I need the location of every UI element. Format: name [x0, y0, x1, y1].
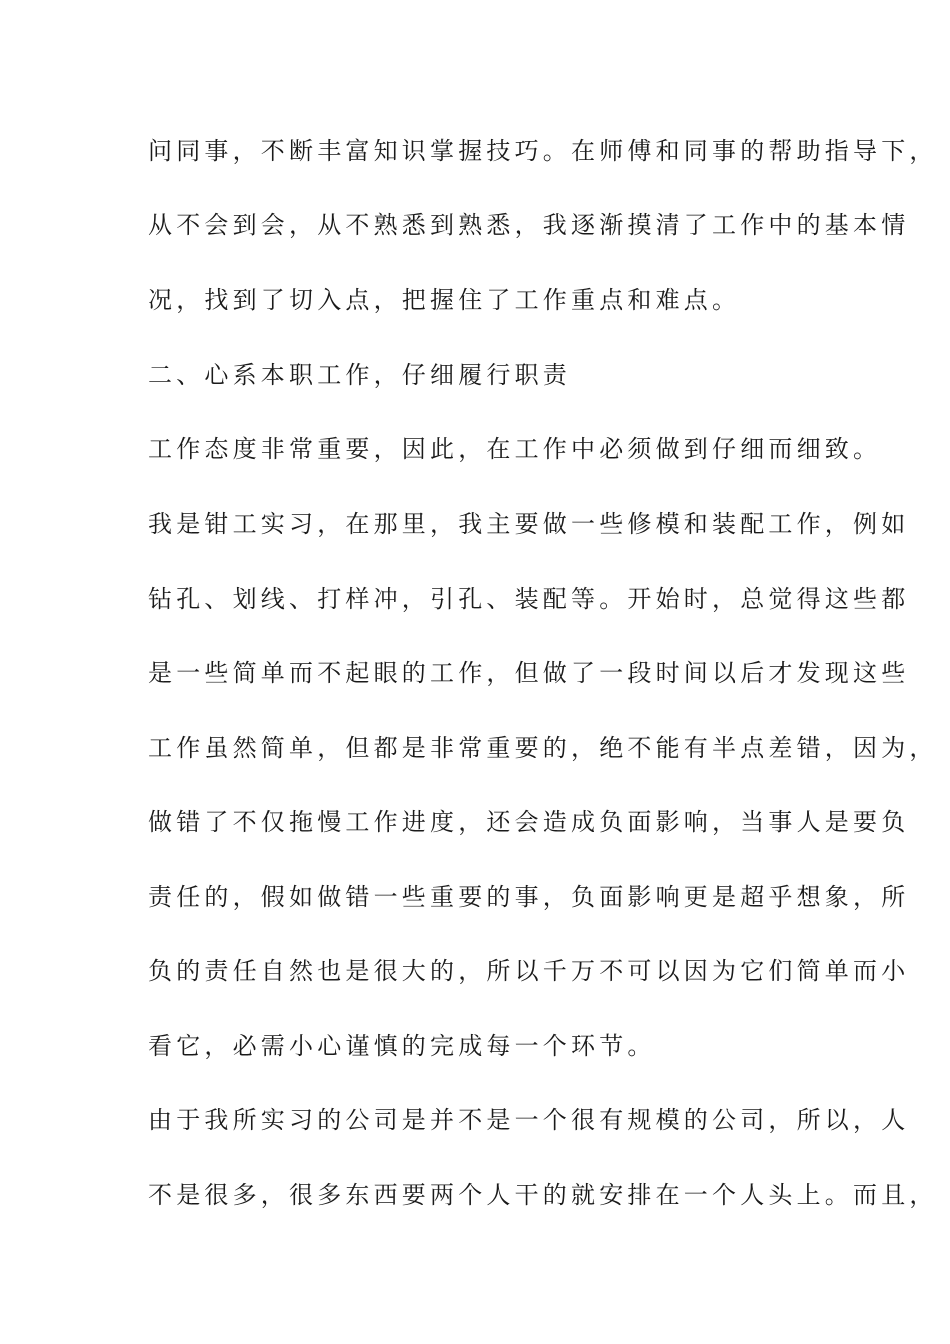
text-line: 责任的，假如做错一些重要的事，负面影响更是超乎想象，所 — [148, 883, 910, 911]
text-line: 况，找到了切入点，把握住了工作重点和难点。 — [148, 286, 741, 314]
text-line: 工作虽然简单，但都是非常重要的，绝不能有半点差错，因为， — [148, 734, 938, 762]
section-heading: 二、心系本职工作，仔细履行职责 — [148, 361, 571, 389]
text-line: 钻孔、划线、打样冲，引孔、装配等。开始时，总觉得这些都 — [148, 585, 910, 613]
text-line: 做错了不仅拖慢工作进度，还会造成负面影响，当事人是要负 — [148, 808, 910, 836]
text-line: 是一些简单而不起眼的工作，但做了一段时间以后才发现这些 — [148, 659, 910, 687]
text-line: 看它，必需小心谨慎的完成每一个环节。 — [148, 1032, 656, 1060]
text-line: 问同事，不断丰富知识掌握技巧。在师傅和同事的帮助指导下， — [148, 137, 938, 165]
text-line: 工作态度非常重要，因此，在工作中必须做到仔细而细致。 — [148, 435, 882, 463]
text-line: 不是很多，很多东西要两个人干的就安排在一个人头上。而且， — [148, 1181, 938, 1209]
text-line: 我是钳工实习，在那里，我主要做一些修模和装配工作，例如 — [148, 510, 910, 538]
text-line: 负的责任自然也是很大的，所以千万不可以因为它们简单而小 — [148, 957, 910, 985]
text-line: 由于我所实习的公司是并不是一个很有规模的公司，所以，人 — [148, 1106, 910, 1134]
text-line: 从不会到会，从不熟悉到熟悉，我逐渐摸清了工作中的基本情 — [148, 211, 910, 239]
